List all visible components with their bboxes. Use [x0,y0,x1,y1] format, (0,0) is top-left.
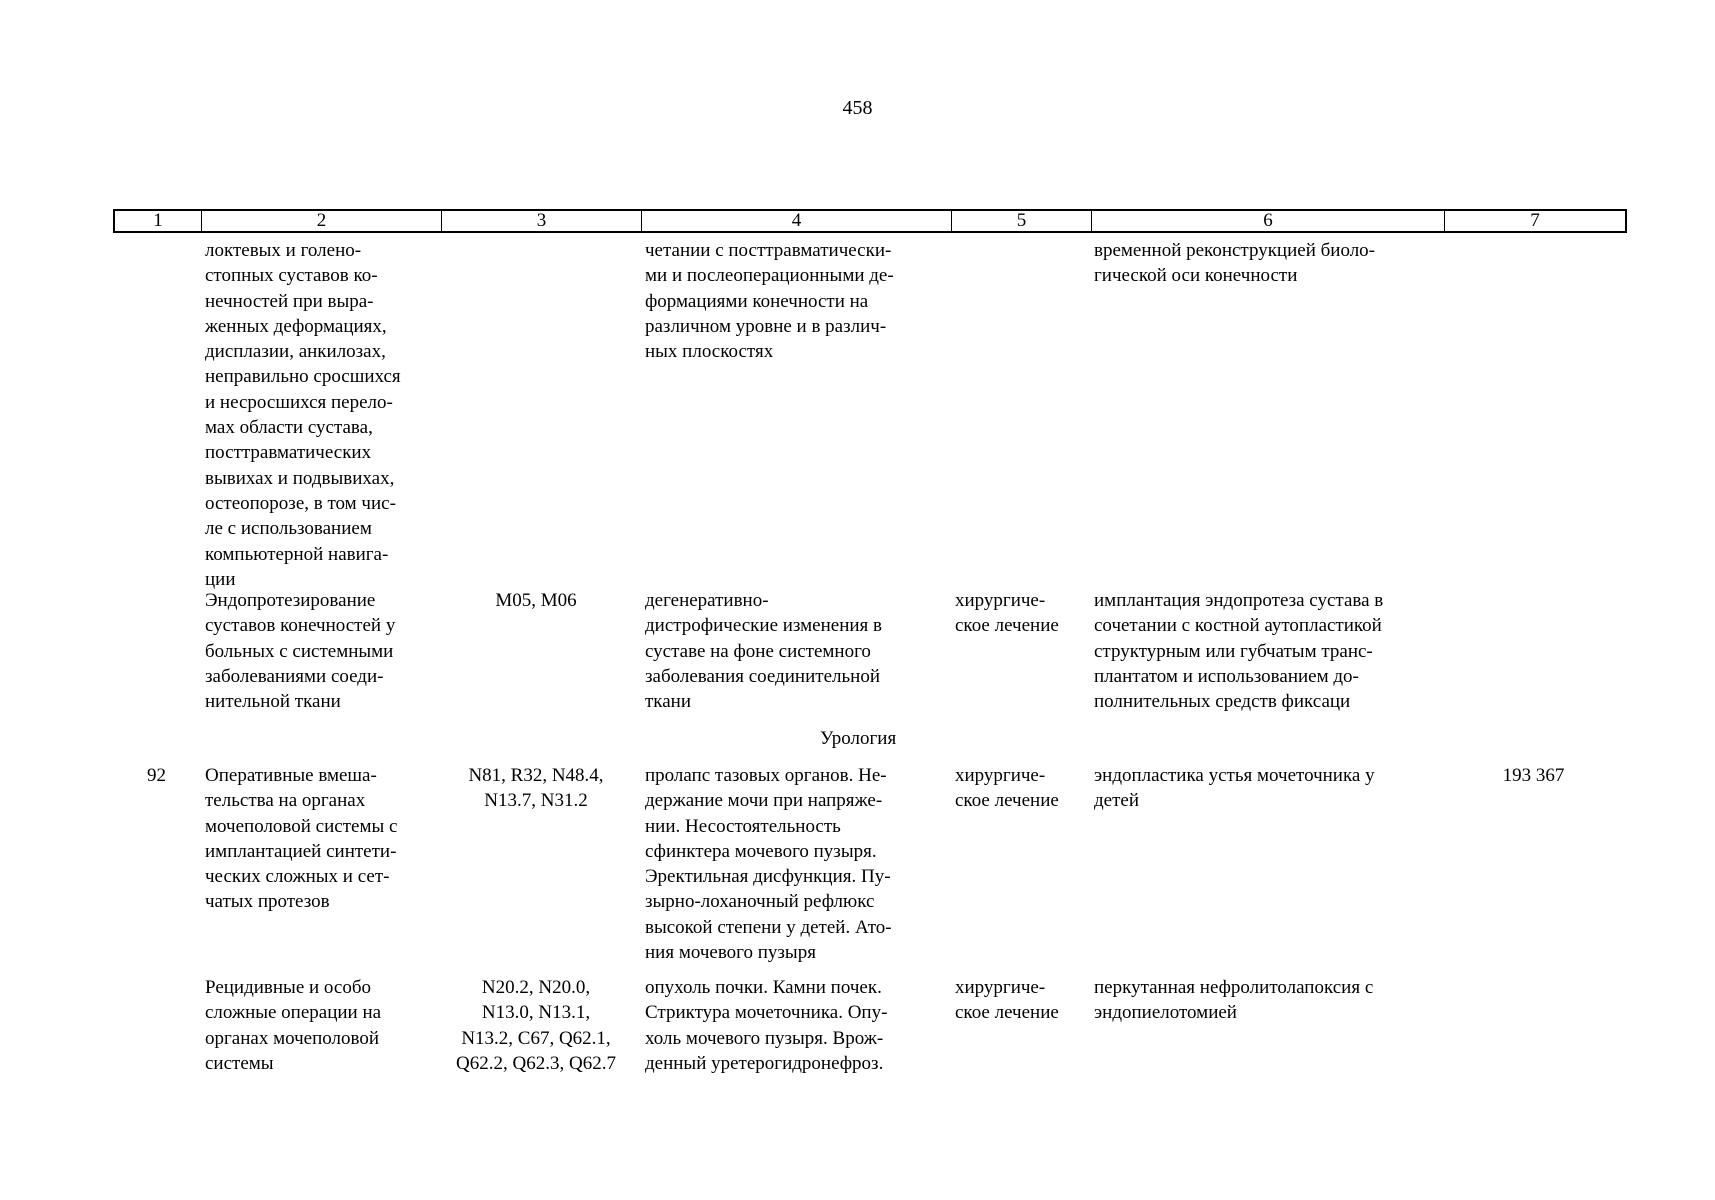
continuation-method-cell: временной реконструкцией биоло- гической оси конечности [1094,240,1376,287]
icd-codes-cell: N20.2, N20.0, N13.0, N13.1, N13.2, C67, Q62.1, Q62.2, Q62.3, Q62.7 [456,977,616,1074]
column-header-5: 5 [952,211,1092,231]
column-header-3: 3 [442,211,642,231]
column-header-6: 6 [1092,211,1445,231]
procedure-cell: Рецидивные и особо сложные операции на органах мочеполовой системы [205,977,382,1074]
diagnosis-cell: дегенеративно- дистрофические изменения в суставе на фоне системного заболевания соединительной ткани [645,590,883,713]
continuation-procedure-cell: локтевых и голено- стопных суставов ко- нечностей при выра- женных деформациях, дисплазии, анкилозах, неправильно сросшихся и несросшихся перело- мах области сустава, посттравматических вывихах и подвывихах, остеопорозе, в том чис- ле с использованием компьютерной навига- ции [205,240,401,590]
column-header-7: 7 [1530,210,1540,231]
procedure-cell: Эндопротезирование суставов конечностей у больных с системными заболеваниями соеди- нительной ткани [205,590,396,713]
method-cell: перкутанная нефролитолапоксия с эндопиелотомией [1094,977,1374,1024]
icd-codes-cell: M05, M06 [495,590,577,611]
page-number: 458 [842,97,873,119]
method-cell: имплантация эндопротеза сустава в сочетании с костной аутопластикой структурным или губчатым транс- плантатом и использованием до- полнительных средств фиксаци [1094,590,1384,713]
column-header-1: 1 [115,211,202,231]
section-title-urology: Урология [820,728,897,749]
method-cell: эндопластика устья мочеточника у детей [1094,765,1375,812]
treatment-type-cell: хирургиче- ское лечение [955,977,1059,1024]
table-header-row [113,209,1627,233]
continuation-diagnosis-cell: четании с посттравматически- ми и послеоперационными де- формациями конечности на различном уровне и в различ- ных плоскостях [645,240,894,363]
diagnosis-cell: опухоль почки. Камни почек. Стриктура мочеточника. Опу- холь мочевого пузыря. Врож- денный уретерогидронефроз. [645,977,888,1074]
row-number-cell: 92 [147,765,166,786]
column-header-4: 4 [642,211,952,231]
column-header-2: 2 [202,211,442,231]
icd-codes-cell: N81, R32, N48.4, N13.7, N31.2 [468,765,604,812]
diagnosis-cell: пролапс тазовых органов. Не- держание мочи при напряже- нии. Несостоятельность сфинктера мочевого пузыря. Эректильная дисфункция. Пу- зырно-лоханочный рефлюкс высокой степени у детей. Ато- ния мочевого пузыря [645,765,892,964]
treatment-type-cell: хирургиче- ское лечение [955,590,1059,637]
cost-cell: 193 367 [1502,765,1565,786]
procedure-cell: Оперативные вмеша- тельства на органах мочеполовой системы с имплантацией синтети- ческих сложных и сет- чатых протезов [205,765,398,913]
treatment-type-cell: хирургиче- ское лечение [955,765,1059,812]
